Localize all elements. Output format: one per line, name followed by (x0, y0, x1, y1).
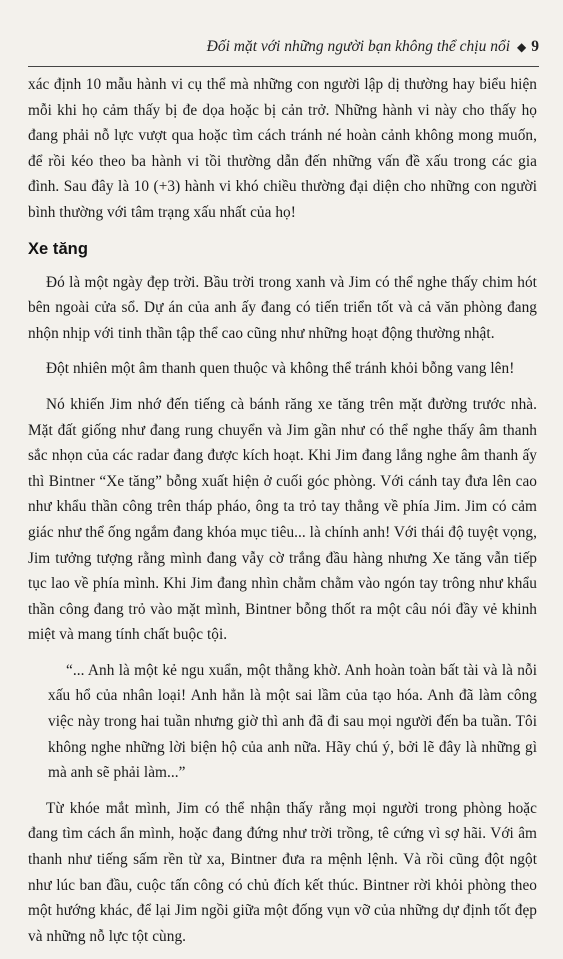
header-rule (28, 66, 539, 67)
paragraph-3: Nó khiến Jim nhớ đến tiếng cà bánh răng xe tăng trên mặt đường trước nhà. Mặt đất giống như đang rung chuyển và Jim gần như có thể nghe thấy âm thanh sắc nhọn của các radar đang được kích hoạt. Khi Jim đang lắng nghe âm thanh ấy thì Bintner “Xe tăng” bỗng xuất hiện ở cuối góc phòng. Với cánh tay đưa lên cao như khẩu thần công trên tháp pháo, ông ta trỏ tay thẳng về phía Jim. Jim có cảm giác như thể ống ngắm đang khóa mục tiêu... là chính anh! Với thái độ tuyệt vọng, Jim tưởng tượng rằng mình đang vẫy cờ trắng đầu hàng nhưng Xe tăng vẫn tiếp tục lao về phía mình. Khi Jim đang nhìn chằm chằm vào ngón tay trông như khẩu thần công đang trỏ vào mặt mình, Bintner bỗng thốt ra một câu nói đầy vẻ khinh miệt và mang tính chất buộc tội. (28, 395, 537, 644)
quote-paragraph: “... Anh là một kẻ ngu xuẩn, một thằng khờ. Anh hoàn toàn bất tài và là nỗi xấu hổ của nhân loại! Anh hẳn là một sai lầm của tạo hóa. Anh đã làm công việc này trong hai tuần nhưng giờ thì anh đã đi sau mọi người đến ba tuần. Tôi không nghe những lời biện hộ của anh nữa. Hãy chú ý, bởi lẽ đây là những gì mà anh sẽ phải làm...” (48, 661, 537, 782)
closing-paragraph: Từ khóe mắt mình, Jim có thể nhận thấy rằng mọi người trong phòng hoặc đang tìm cách ẩn mình, hoặc đang đứng như trời trồng, tê cứng vì sợ hãi. Với âm thanh như tiếng sấm rền từ xa, Bintner đưa ra mệnh lệnh. Và rồi cũng đột ngột như lúc ban đầu, cuộc tấn công có chủ đích kết thúc. Bintner rời khỏi phòng theo một hướng khác, để lại Jim ngồi giữa một đống vụn vỡ của những dự định tốt đẹp và những nỗ lực tột cùng. (28, 799, 537, 945)
running-header (30, 38, 539, 62)
body-text (28, 72, 537, 959)
paragraph-1: Đó là một ngày đẹp trời. Bầu trời trong xanh và Jim có thể nghe thấy chim hót bên ngoài cửa sổ. Dự án của anh ấy đang có tiến triển tốt và cả văn phòng đang nhộn nhịp với tinh thần tập thể cao cũng như những hoạt động thường nhật. (28, 273, 537, 342)
section-heading: Xe tăng (28, 239, 88, 258)
paragraph-2: Đột nhiên một âm thanh quen thuộc và không thể tránh khỏi bỗng vang lên! (46, 360, 515, 378)
chapter-title: Đối mặt với những người bạn không thể chịu nổi (206, 38, 511, 55)
page-number: 9 (531, 38, 539, 55)
intro-paragraph: xác định 10 mẫu hành vi cụ thể mà những con người lập dị thường hay biểu hiện mỗi khi họ cảm thấy bị đe dọa hoặc bị cản trở. Những hành vi này cho thấy họ đang phải nỗ lực vượt qua hoặc tìm cách tránh né hoàn cảnh không mong muốn, để rồi kéo theo ba hành vi tồi thường dẫn đến những vấn đề xấu trong các gia đình. Sau đây là 10 (+3) hành vi khó chiều thường đại diện cho những con người bình thường với tâm trạng xấu nhất của họ! (28, 76, 537, 221)
diamond-separator-icon: ◆ (517, 40, 527, 54)
